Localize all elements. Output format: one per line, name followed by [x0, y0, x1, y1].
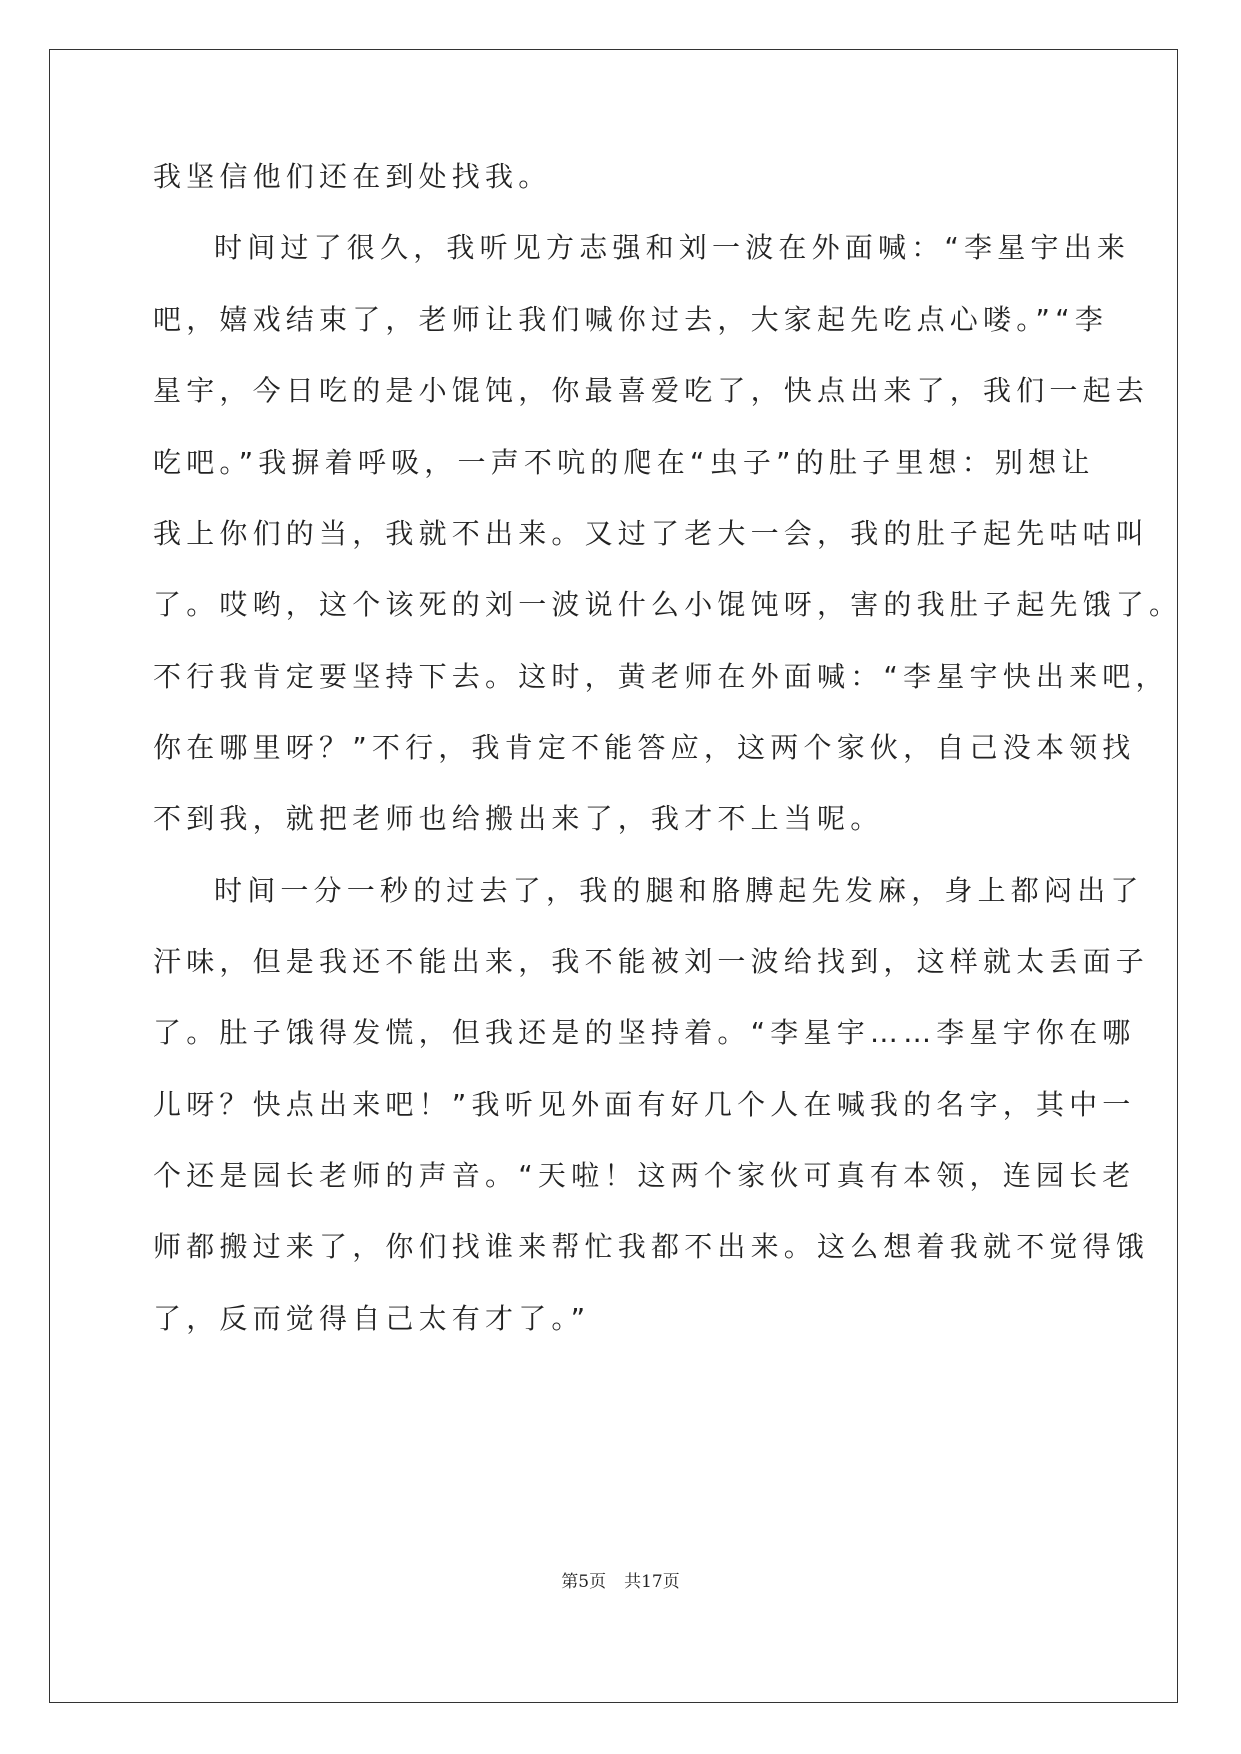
- text-line: 你在哪里呀？”不行，我肯定不能答应，这两个家伙，自己没本领找: [153, 731, 1136, 764]
- page-total: 共17页: [624, 1572, 680, 1592]
- text-line: 吃吧。”我摒着呼吸，一声不吭的爬在“虫子”的肚子里想：别想让: [153, 446, 1095, 479]
- page-number: 第5页: [561, 1572, 607, 1592]
- text-line: 汗味，但是我还不能出来，我不能被刘一波给找到，这样就太丢面子: [153, 945, 1150, 978]
- paragraph-first-line: 时间过了很久，我听见方志强和刘一波在外面喊：“李星宇出来: [214, 231, 1131, 264]
- text-line: 星宇，今日吃的是小馄饨，你最喜爱吃了，快点出来了，我们一起去: [153, 374, 1150, 407]
- paragraph-first-line: 时间一分一秒的过去了，我的腿和胳膊起先发麻，身上都闷出了: [214, 874, 1144, 907]
- text-line: 了。哎哟，这个该死的刘一波说什么小馄饨呀，害的我肚子起先饿了。: [153, 588, 1183, 621]
- text-line: 个还是园长老师的声音。“天啦！这两个家伙可真有本领，连园长老: [153, 1159, 1136, 1192]
- page-footer: [0, 1567, 1241, 1592]
- text-line: 了，反而觉得自己太有才了。”: [153, 1302, 591, 1335]
- text-line: 儿呀？快点出来吧！”我听见外面有好几个人在喊我的名字，其中一: [153, 1088, 1136, 1121]
- text-line: 了。肚子饿得发慌，但我还是的坚持着。“李星宇……李星宇你在哪: [153, 1016, 1136, 1049]
- text-line: 不到我，就把老师也给搬出来了，我才不上当呢。: [153, 802, 884, 835]
- text-line: 不行我肯定要坚持下去。这时，黄老师在外面喊：“李星宇快出来吧，: [153, 660, 1169, 693]
- text-line: 师都搬过来了，你们找谁来帮忙我都不出来。这么想着我就不觉得饿: [153, 1230, 1150, 1263]
- text-line: 我上你们的当，我就不出来。又过了老大一会，我的肚子起先咕咕叫: [153, 517, 1150, 550]
- text-line: 吧，嬉戏结束了，老师让我们喊你过去，大家起先吃点心喽。”“李: [153, 303, 1109, 336]
- text-line: 我坚信他们还在到处找我。: [153, 160, 552, 193]
